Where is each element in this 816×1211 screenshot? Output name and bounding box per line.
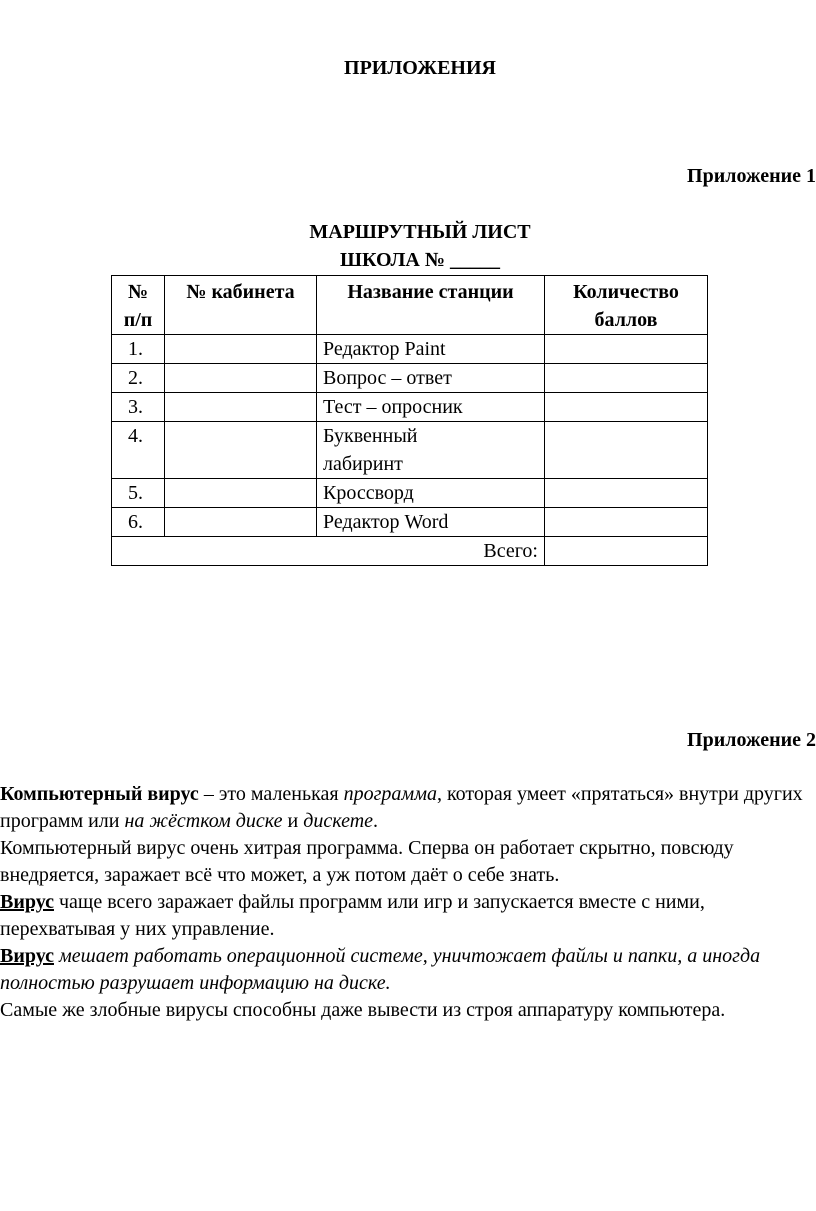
header-station: Название станции bbox=[317, 276, 545, 335]
text-fragment: – это маленькая bbox=[198, 783, 344, 805]
term-virus: Вирус bbox=[0, 891, 54, 913]
italic-damage-text: мешает работать операционной системе, уничтожает файлы и папки, а иногда полностью разрушает информацию на диске. bbox=[0, 945, 761, 994]
italic-hard-disk: на жёстком диске bbox=[124, 810, 283, 832]
row-station bbox=[317, 422, 545, 479]
row-room bbox=[165, 335, 317, 364]
header-room: № кабинета bbox=[165, 276, 317, 335]
row-station-line-2: лабиринт bbox=[323, 453, 403, 475]
row-station: Тест – опросник bbox=[317, 393, 545, 422]
table-header-row bbox=[112, 276, 708, 335]
route-table bbox=[111, 275, 708, 566]
route-title-line-2: ШКОЛА № _____ bbox=[340, 249, 500, 271]
table-row bbox=[112, 422, 708, 479]
total-label: Всего: bbox=[112, 537, 545, 566]
text-fragment: чаще всего заражает файлы программ или игр и запускается вместе с ними, перехватывая у них управление. bbox=[0, 891, 705, 940]
paragraph-definition bbox=[0, 781, 816, 835]
row-score bbox=[545, 422, 708, 479]
total-value bbox=[545, 537, 708, 566]
paragraph-infects bbox=[0, 889, 816, 943]
row-num: 1. bbox=[112, 335, 165, 364]
row-station: Кроссворд bbox=[317, 479, 545, 508]
row-room bbox=[165, 393, 317, 422]
paragraph-cunning: Компьютерный вирус очень хитрая программа. Сперва он работает скрытно, повсюду внедряется, заражает всё что может, а уж потом даёт о себе знать. bbox=[0, 837, 734, 886]
header-score-line-1: Количество bbox=[573, 281, 679, 303]
row-num: 3. bbox=[112, 393, 165, 422]
text-fragment: , которая умеет «прятаться» внутри других программ или bbox=[0, 783, 803, 832]
row-station-line-1: Буквенный bbox=[323, 425, 418, 447]
table-row bbox=[112, 364, 708, 393]
route-sheet-title bbox=[0, 218, 816, 274]
row-num: 5. bbox=[112, 479, 165, 508]
paragraph-damage bbox=[0, 943, 816, 997]
term-computer-virus: Компьютерный вирус bbox=[0, 783, 199, 805]
row-num: 4. bbox=[112, 422, 165, 479]
page-title: ПРИЛОЖЕНИЯ bbox=[344, 57, 496, 79]
row-num: 2. bbox=[112, 364, 165, 393]
row-score bbox=[545, 479, 708, 508]
row-station: Редактор Word bbox=[317, 508, 545, 537]
header-score-line-2: баллов bbox=[594, 309, 658, 331]
text-fragment: и bbox=[282, 810, 304, 832]
table-row bbox=[112, 508, 708, 537]
appendix-1-label: Приложение 1 bbox=[687, 165, 816, 187]
row-score bbox=[545, 364, 708, 393]
paragraph-hardware: Самые же злобные вирусы способны даже вывести из строя аппаратуру компьютера. bbox=[0, 999, 726, 1021]
appendix-2-label: Приложение 2 bbox=[687, 729, 816, 751]
table-row bbox=[112, 335, 708, 364]
table-row bbox=[112, 479, 708, 508]
row-score bbox=[545, 508, 708, 537]
italic-program: программа bbox=[343, 783, 437, 805]
virus-description bbox=[0, 781, 816, 1024]
header-num-line-1: № bbox=[127, 281, 149, 303]
row-station: Редактор Paint bbox=[317, 335, 545, 364]
row-score bbox=[545, 393, 708, 422]
table-row bbox=[112, 393, 708, 422]
row-room bbox=[165, 508, 317, 537]
route-title-line-1: МАРШРУТНЫЙ ЛИСТ bbox=[309, 221, 531, 243]
text-fragment: . bbox=[373, 810, 379, 832]
row-room bbox=[165, 364, 317, 393]
row-room bbox=[165, 422, 317, 479]
term-virus: Вирус bbox=[0, 945, 54, 967]
row-room bbox=[165, 479, 317, 508]
row-station: Вопрос – ответ bbox=[317, 364, 545, 393]
table-total-row bbox=[112, 537, 708, 566]
header-score bbox=[545, 276, 708, 335]
header-num-line-2: п/п bbox=[123, 309, 153, 331]
row-num: 6. bbox=[112, 508, 165, 537]
italic-diskette: дискете bbox=[303, 810, 374, 832]
header-num bbox=[112, 276, 165, 335]
row-score bbox=[545, 335, 708, 364]
